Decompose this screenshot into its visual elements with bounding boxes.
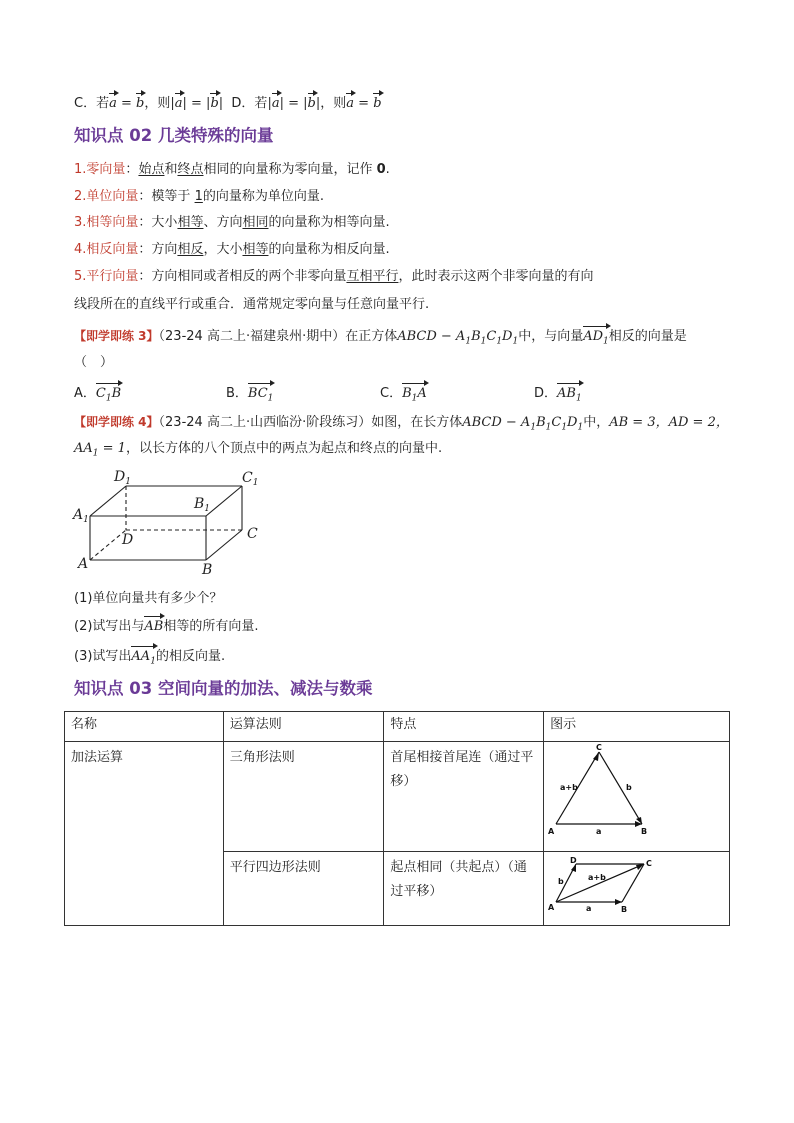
svg-text:b: b: [558, 877, 564, 886]
item-opposite-vector: 4.相反向量：方向相反，大小相等的向量称为相反向量.: [74, 242, 390, 257]
section-heading-03: 知识点 03 空间向量的加法、减法与数乘: [74, 679, 373, 698]
exercise-3-paren: （ ）: [74, 355, 114, 370]
svg-text:B: B: [641, 827, 648, 836]
label-a1: $A_1$: [73, 507, 89, 525]
svg-text:B: B: [621, 905, 628, 914]
header-feature: 特点: [384, 712, 544, 742]
label-d1: $D_1$: [114, 469, 131, 487]
exercise-3-option-d: D．$AB_1$: [534, 384, 582, 409]
section-heading-02: 知识点 02 几类特殊的向量: [74, 126, 274, 145]
vector-a: a: [109, 94, 117, 114]
exercise-3-tag: 【即学即练 3】: [74, 329, 159, 343]
table-header-row: [65, 712, 730, 742]
label-c: C: [247, 526, 258, 542]
exercise-4-stem: 【即学即练 4】（23-24 高二上·山西临汾·阶段练习）如图，在长方体ABCD − $A_1B_1C_1D_1$中，AB = 3，AD = 2，: [74, 415, 729, 433]
option-c-label: C．若: [74, 96, 110, 111]
exercise-4-q1: (1)单位向量共有多少个？: [74, 591, 223, 606]
parallelogram-diagram: [546, 854, 666, 914]
options-cd-line: C．若a = b，则|a| = |b| D．若|a| = |b|，则a = b: [74, 94, 382, 114]
vector-ad1: $AD_1$: [583, 327, 609, 352]
exercise-3-option-b: B．$BC_1$: [226, 384, 273, 409]
item-equal-vector: 3.相等向量：大小相等、方向相同的向量称为相等向量.: [74, 215, 390, 230]
label-b: B: [202, 562, 213, 578]
cell-triangle-diagram: [544, 742, 730, 852]
item-parallel-vector-line2: 线段所在的直线平行或重合．通常规定零向量与任意向量平行.: [74, 297, 430, 312]
cell-triangle-feature: 首尾相接首尾连（通过平移）: [384, 742, 544, 852]
cell-parallelogram-feature: 起点相同（共起点）（通过平移）: [384, 852, 544, 926]
cell-parallelogram-diagram: [544, 852, 730, 926]
cuboid-figure: [70, 464, 270, 580]
cell-triangle-rule: 三角形法则: [223, 742, 384, 852]
exercise-3-option-a: A．$C_1B$: [74, 384, 121, 409]
vector-b: b: [136, 94, 144, 114]
exercise-3-option-c: C．$B_1A$: [380, 384, 427, 409]
exercise-4-tag: 【即学即练 4】: [74, 415, 159, 429]
label-a: A: [78, 556, 89, 572]
svg-text:a: a: [596, 827, 602, 836]
header-diagram: 图示: [544, 712, 730, 742]
header-rule: 运算法则: [223, 712, 384, 742]
cell-parallelogram-rule: 平行四边形法则: [223, 852, 384, 926]
item-parallel-vector: 5.平行向量：方向相同或者相反的两个非零向量互相平行，此时表示这两个非零向量的有向: [74, 269, 594, 284]
svg-text:a+b: a+b: [560, 783, 578, 792]
svg-text:C: C: [596, 744, 602, 752]
exercise-4-line2: $AA_1 = 1$，以长方体的八个顶点中的两点为起点和终点的向量中.: [74, 441, 443, 459]
operations-table: [64, 711, 730, 926]
svg-text:a: a: [586, 904, 592, 913]
exercise-4-q3: (3)试写出$AA_1$的相反向量.: [74, 647, 225, 672]
option-d-label: D．若: [231, 96, 268, 111]
svg-text:C: C: [646, 859, 652, 868]
exercise-3-stem: 【即学即练 3】（23-24 高二上·福建泉州·期中）在正方体ABCD − $A_1B_1C_1D_1$中，与向量$AD_1$相反的向量是: [74, 326, 687, 352]
svg-text:a+b: a+b: [588, 873, 606, 882]
label-c1: $C_1$: [242, 470, 259, 488]
cell-addition: 加法运算: [65, 742, 224, 926]
svg-text:A: A: [548, 827, 555, 836]
item-zero-vector: 1.零向量：始点和终点相同的向量称为零向量，记作 0.: [74, 162, 390, 177]
label-d: D: [122, 532, 134, 548]
item-unit-vector: 2.单位向量：模等于 1的向量称为单位向量.: [74, 189, 324, 204]
exercise-4-q2: (2)试写出与AB相等的所有向量.: [74, 617, 259, 637]
table-row: [65, 742, 730, 852]
svg-text:D: D: [570, 856, 577, 865]
svg-text:A: A: [548, 903, 555, 912]
svg-text:b: b: [626, 783, 632, 792]
header-name: 名称: [65, 712, 224, 742]
label-b1: $B_1$: [194, 496, 211, 514]
triangle-diagram: [546, 744, 656, 840]
